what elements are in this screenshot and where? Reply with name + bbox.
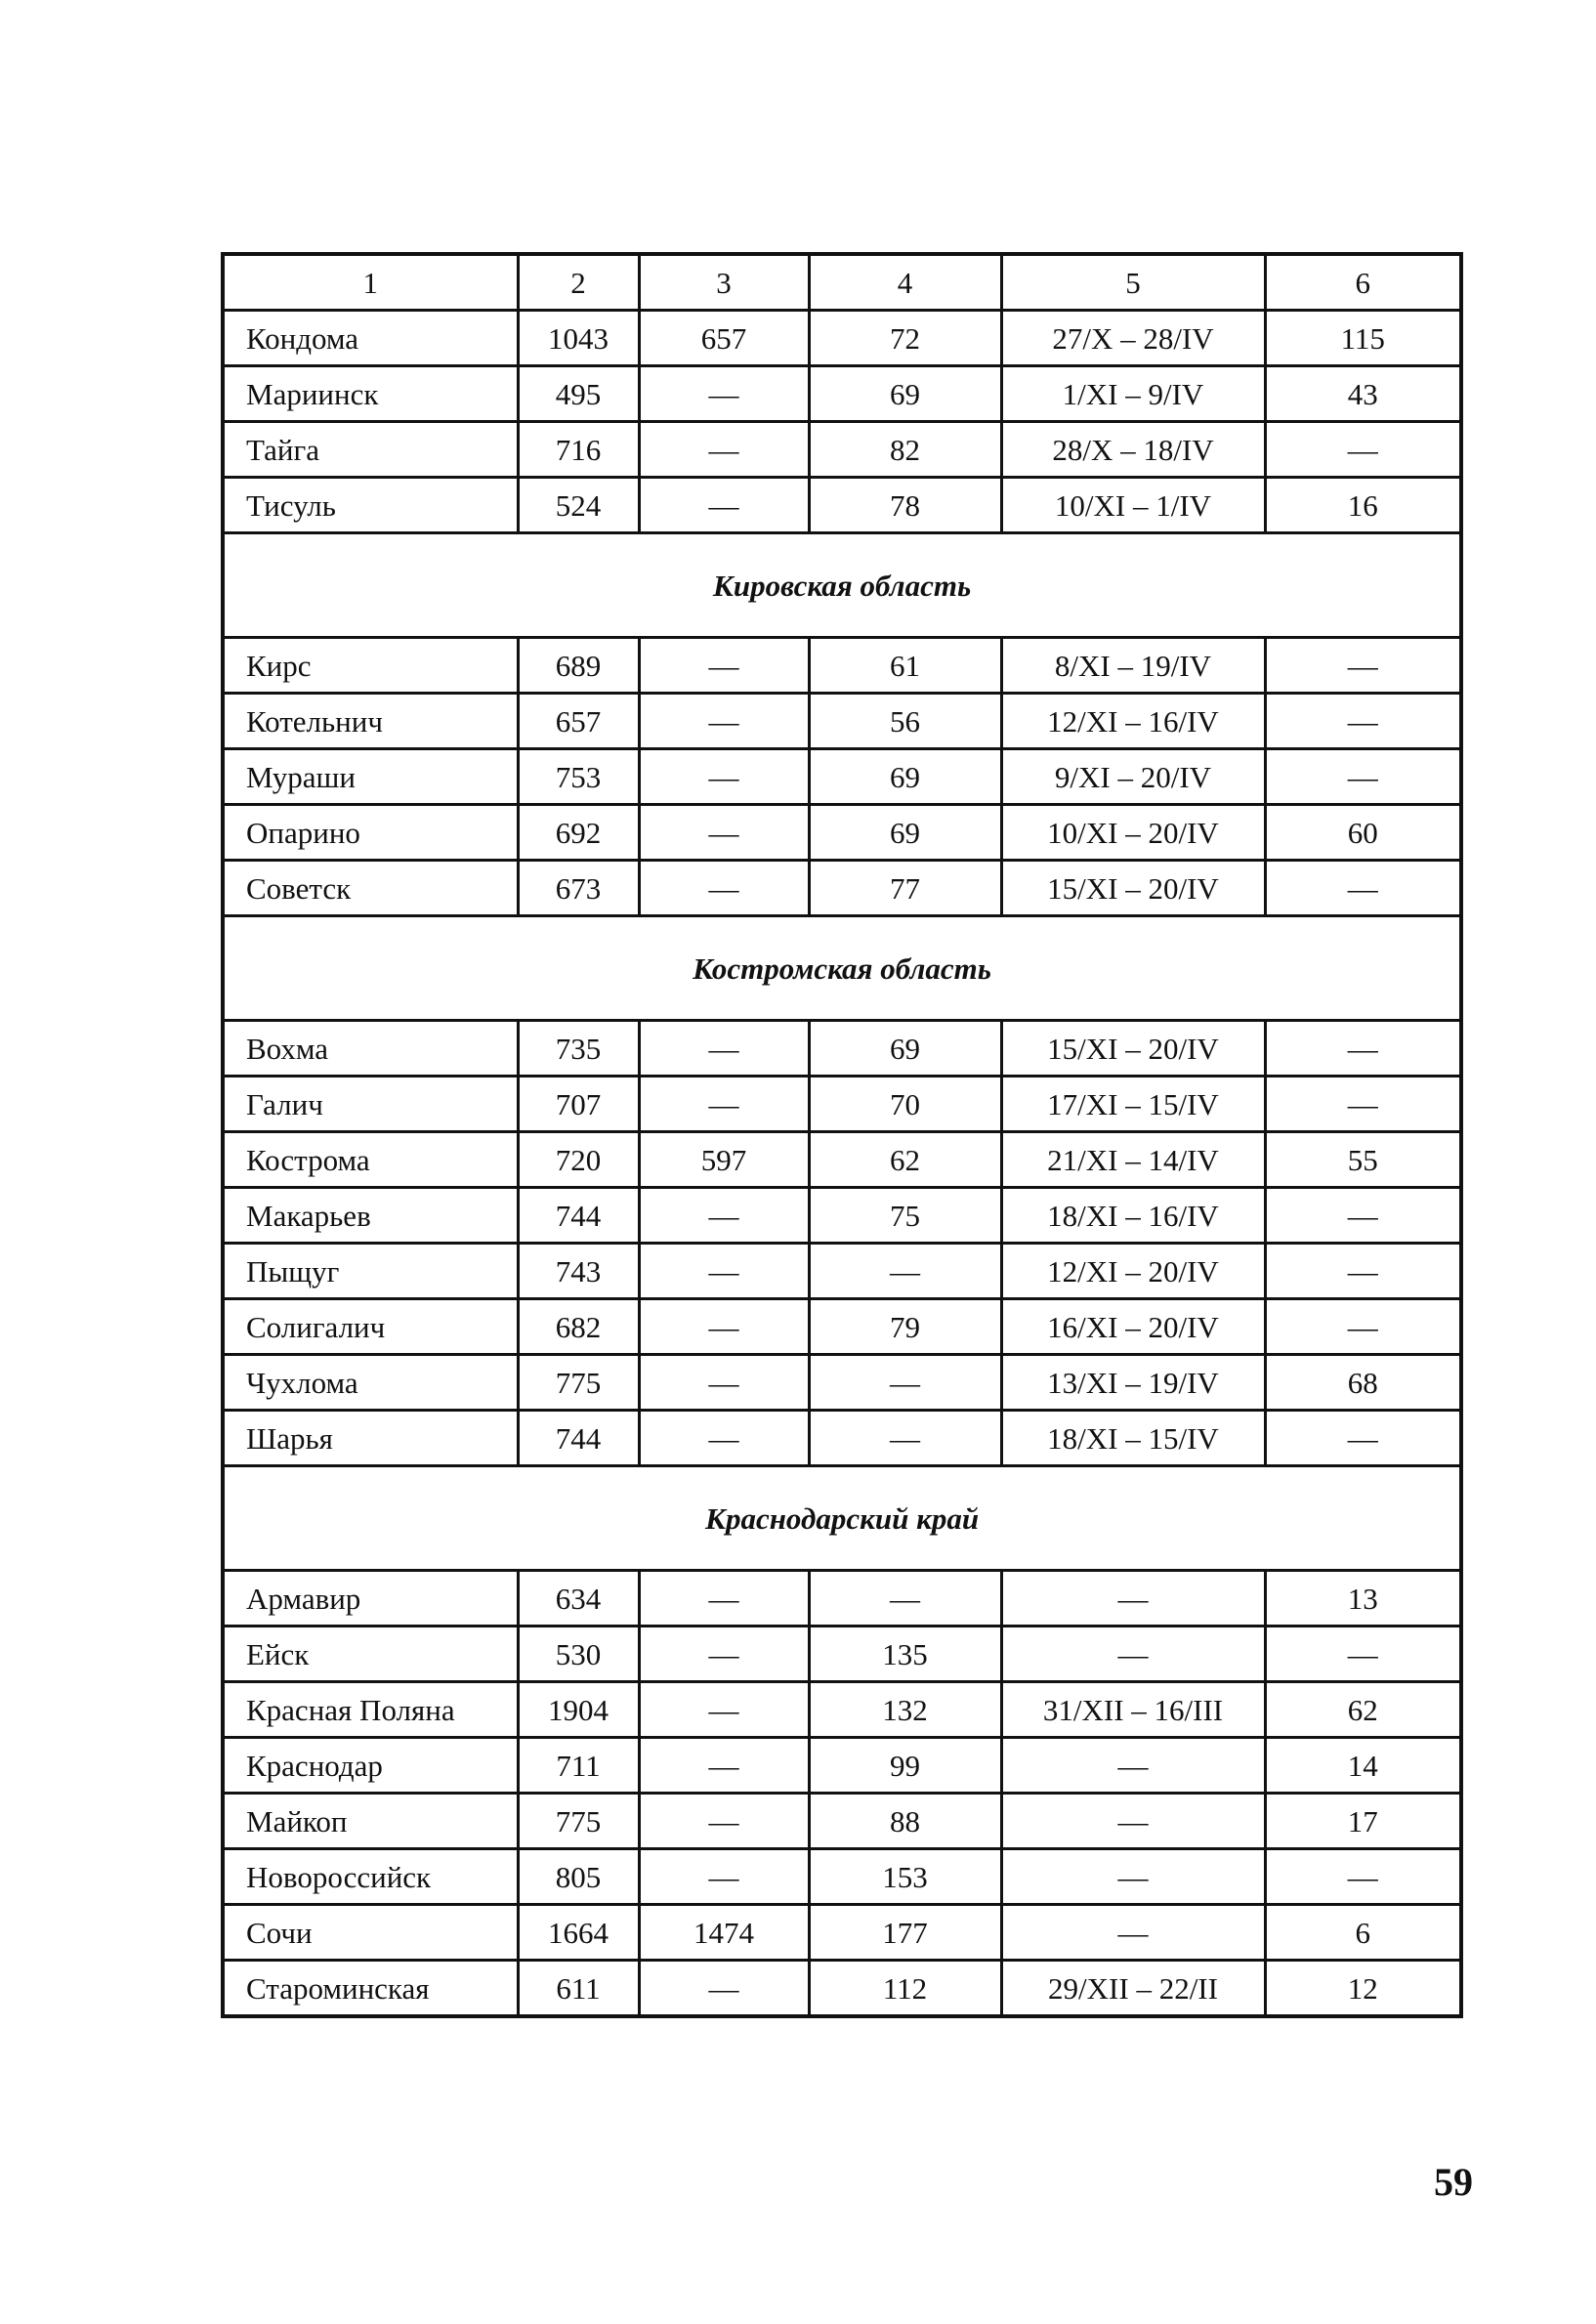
value-cell: — xyxy=(1001,1627,1265,1682)
value-cell: 744 xyxy=(518,1188,639,1244)
section-heading-row xyxy=(223,916,1461,1021)
value-cell: 611 xyxy=(518,1961,639,2017)
value-cell: 77 xyxy=(809,861,1001,916)
value-cell: 70 xyxy=(809,1077,1001,1132)
table-row xyxy=(223,1738,1461,1794)
section-title: Кировская область xyxy=(223,533,1461,638)
value-cell: 530 xyxy=(518,1627,639,1682)
value-cell: 72 xyxy=(809,311,1001,366)
header-row xyxy=(223,254,1461,311)
table-row xyxy=(223,861,1461,916)
value-cell: 10/XI – 1/IV xyxy=(1001,478,1265,533)
value-cell: 61 xyxy=(809,638,1001,694)
value-cell: 1664 xyxy=(518,1905,639,1961)
value-cell: — xyxy=(1265,638,1461,694)
value-cell: 12 xyxy=(1265,1961,1461,2017)
value-cell: 17/XI – 15/IV xyxy=(1001,1077,1265,1132)
value-cell: — xyxy=(1265,861,1461,916)
value-cell: 62 xyxy=(809,1132,1001,1188)
table-row xyxy=(223,1132,1461,1188)
table-row xyxy=(223,1188,1461,1244)
table-row xyxy=(223,311,1461,366)
value-cell: 132 xyxy=(809,1682,1001,1738)
value-cell: 6 xyxy=(1265,1905,1461,1961)
table-row xyxy=(223,1905,1461,1961)
value-cell: 15/XI – 20/IV xyxy=(1001,1021,1265,1077)
value-cell: 18/XI – 16/IV xyxy=(1001,1188,1265,1244)
table-row xyxy=(223,1627,1461,1682)
table-row xyxy=(223,805,1461,861)
value-cell: — xyxy=(1001,1738,1265,1794)
value-cell: — xyxy=(1265,1299,1461,1355)
value-cell: 13/XI – 19/IV xyxy=(1001,1355,1265,1411)
value-cell: 56 xyxy=(809,694,1001,749)
value-cell: — xyxy=(639,478,809,533)
table-row xyxy=(223,1077,1461,1132)
value-cell: 682 xyxy=(518,1299,639,1355)
value-cell: 805 xyxy=(518,1849,639,1905)
value-cell: 69 xyxy=(809,805,1001,861)
value-cell: 657 xyxy=(518,694,639,749)
station-name-cell: Новороссийск xyxy=(223,1849,518,1905)
value-cell: 112 xyxy=(809,1961,1001,2017)
value-cell: 68 xyxy=(1265,1355,1461,1411)
value-cell: 1/XI – 9/IV xyxy=(1001,366,1265,422)
table-body xyxy=(223,254,1461,2016)
table-row xyxy=(223,694,1461,749)
station-name-cell: Тайга xyxy=(223,422,518,478)
table-row xyxy=(223,1961,1461,2017)
value-cell: 79 xyxy=(809,1299,1001,1355)
value-cell: 634 xyxy=(518,1571,639,1627)
value-cell: — xyxy=(1265,1244,1461,1299)
value-cell: 495 xyxy=(518,366,639,422)
station-name-cell: Тисуль xyxy=(223,478,518,533)
value-cell: 775 xyxy=(518,1355,639,1411)
table-row xyxy=(223,366,1461,422)
station-name-cell: Вохма xyxy=(223,1021,518,1077)
value-cell: 31/XII – 16/III xyxy=(1001,1682,1265,1738)
column-header: 6 xyxy=(1265,254,1461,311)
value-cell: — xyxy=(1265,422,1461,478)
station-name-cell: Кондома xyxy=(223,311,518,366)
value-cell: 16/XI – 20/IV xyxy=(1001,1299,1265,1355)
value-cell: 1043 xyxy=(518,311,639,366)
value-cell: — xyxy=(639,1244,809,1299)
value-cell: 1474 xyxy=(639,1905,809,1961)
value-cell: — xyxy=(639,861,809,916)
climate-data-table xyxy=(221,252,1463,2018)
value-cell: — xyxy=(639,1627,809,1682)
table-row xyxy=(223,1021,1461,1077)
value-cell: — xyxy=(639,1794,809,1849)
station-name-cell: Красная Поляна xyxy=(223,1682,518,1738)
station-name-cell: Чухлома xyxy=(223,1355,518,1411)
station-name-cell: Сочи xyxy=(223,1905,518,1961)
table-row xyxy=(223,1571,1461,1627)
value-cell: 689 xyxy=(518,638,639,694)
value-cell: — xyxy=(1265,749,1461,805)
value-cell: 21/XI – 14/IV xyxy=(1001,1132,1265,1188)
value-cell: — xyxy=(1265,1411,1461,1466)
value-cell: — xyxy=(1265,1627,1461,1682)
value-cell: — xyxy=(639,366,809,422)
value-cell: 743 xyxy=(518,1244,639,1299)
value-cell: 720 xyxy=(518,1132,639,1188)
station-name-cell: Кострома xyxy=(223,1132,518,1188)
value-cell: — xyxy=(639,1571,809,1627)
value-cell: — xyxy=(639,1021,809,1077)
value-cell: 12/XI – 16/IV xyxy=(1001,694,1265,749)
value-cell: 14 xyxy=(1265,1738,1461,1794)
value-cell: 55 xyxy=(1265,1132,1461,1188)
value-cell: — xyxy=(1265,1849,1461,1905)
value-cell: 60 xyxy=(1265,805,1461,861)
value-cell: — xyxy=(639,1411,809,1466)
value-cell: 75 xyxy=(809,1188,1001,1244)
station-name-cell: Макарьев xyxy=(223,1188,518,1244)
value-cell: — xyxy=(809,1571,1001,1627)
page-number: 59 xyxy=(1434,2160,1473,2204)
table-row xyxy=(223,422,1461,478)
value-cell: 15/XI – 20/IV xyxy=(1001,861,1265,916)
value-cell: 12/XI – 20/IV xyxy=(1001,1244,1265,1299)
table-row xyxy=(223,1849,1461,1905)
value-cell: 29/XII – 22/II xyxy=(1001,1961,1265,2017)
station-name-cell: Опарино xyxy=(223,805,518,861)
value-cell: — xyxy=(1265,1021,1461,1077)
value-cell: 43 xyxy=(1265,366,1461,422)
table-row xyxy=(223,1682,1461,1738)
column-header: 1 xyxy=(223,254,518,311)
value-cell: — xyxy=(809,1244,1001,1299)
value-cell: — xyxy=(639,638,809,694)
value-cell: 673 xyxy=(518,861,639,916)
value-cell: 69 xyxy=(809,366,1001,422)
section-title: Краснодарский край xyxy=(223,1466,1461,1571)
value-cell: — xyxy=(1265,694,1461,749)
column-header: 2 xyxy=(518,254,639,311)
column-header: 3 xyxy=(639,254,809,311)
value-cell: 657 xyxy=(639,311,809,366)
value-cell: 16 xyxy=(1265,478,1461,533)
table-row xyxy=(223,1355,1461,1411)
value-cell: — xyxy=(639,1961,809,2017)
station-name-cell: Ейск xyxy=(223,1627,518,1682)
value-cell: — xyxy=(1265,1077,1461,1132)
value-cell: — xyxy=(809,1411,1001,1466)
value-cell: 735 xyxy=(518,1021,639,1077)
station-name-cell: Галич xyxy=(223,1077,518,1132)
station-name-cell: Котельнич xyxy=(223,694,518,749)
value-cell: 10/XI – 20/IV xyxy=(1001,805,1265,861)
section-title: Костромская область xyxy=(223,916,1461,1021)
value-cell: — xyxy=(639,1188,809,1244)
value-cell: 13 xyxy=(1265,1571,1461,1627)
station-name-cell: Армавир xyxy=(223,1571,518,1627)
table-row xyxy=(223,1794,1461,1849)
value-cell: — xyxy=(639,1738,809,1794)
value-cell: 9/XI – 20/IV xyxy=(1001,749,1265,805)
value-cell: — xyxy=(639,1849,809,1905)
table-row xyxy=(223,1299,1461,1355)
table-row xyxy=(223,1244,1461,1299)
value-cell: 753 xyxy=(518,749,639,805)
value-cell: — xyxy=(809,1355,1001,1411)
value-cell: — xyxy=(639,805,809,861)
value-cell: 153 xyxy=(809,1849,1001,1905)
value-cell: 775 xyxy=(518,1794,639,1849)
station-name-cell: Пыщуг xyxy=(223,1244,518,1299)
value-cell: — xyxy=(639,422,809,478)
value-cell: 69 xyxy=(809,749,1001,805)
value-cell: 716 xyxy=(518,422,639,478)
table-row xyxy=(223,749,1461,805)
station-name-cell: Солигалич xyxy=(223,1299,518,1355)
column-header: 4 xyxy=(809,254,1001,311)
value-cell: 28/X – 18/IV xyxy=(1001,422,1265,478)
section-heading-row xyxy=(223,533,1461,638)
station-name-cell: Староминская xyxy=(223,1961,518,2017)
value-cell: — xyxy=(1001,1571,1265,1627)
value-cell: 18/XI – 15/IV xyxy=(1001,1411,1265,1466)
value-cell: 17 xyxy=(1265,1794,1461,1849)
value-cell: 135 xyxy=(809,1627,1001,1682)
table-row xyxy=(223,1411,1461,1466)
value-cell: 1904 xyxy=(518,1682,639,1738)
value-cell: 597 xyxy=(639,1132,809,1188)
value-cell: — xyxy=(1001,1794,1265,1849)
value-cell: — xyxy=(639,1299,809,1355)
section-heading-row xyxy=(223,1466,1461,1571)
value-cell: 744 xyxy=(518,1411,639,1466)
value-cell: 524 xyxy=(518,478,639,533)
station-name-cell: Советск xyxy=(223,861,518,916)
value-cell: 692 xyxy=(518,805,639,861)
station-name-cell: Майкоп xyxy=(223,1794,518,1849)
station-name-cell: Шарья xyxy=(223,1411,518,1466)
station-name-cell: Краснодар xyxy=(223,1738,518,1794)
column-header: 5 xyxy=(1001,254,1265,311)
value-cell: 707 xyxy=(518,1077,639,1132)
value-cell: 88 xyxy=(809,1794,1001,1849)
value-cell: 27/X – 28/IV xyxy=(1001,311,1265,366)
value-cell: 711 xyxy=(518,1738,639,1794)
table-row xyxy=(223,478,1461,533)
station-name-cell: Мариинск xyxy=(223,366,518,422)
value-cell: — xyxy=(639,694,809,749)
value-cell: 78 xyxy=(809,478,1001,533)
value-cell: — xyxy=(639,1682,809,1738)
value-cell: — xyxy=(639,1355,809,1411)
value-cell: — xyxy=(1001,1905,1265,1961)
station-name-cell: Кирс xyxy=(223,638,518,694)
table-row xyxy=(223,638,1461,694)
value-cell: 115 xyxy=(1265,311,1461,366)
value-cell: 82 xyxy=(809,422,1001,478)
value-cell: — xyxy=(639,1077,809,1132)
value-cell: — xyxy=(1265,1188,1461,1244)
value-cell: 62 xyxy=(1265,1682,1461,1738)
value-cell: 8/XI – 19/IV xyxy=(1001,638,1265,694)
value-cell: 69 xyxy=(809,1021,1001,1077)
station-name-cell: Мураши xyxy=(223,749,518,805)
value-cell: — xyxy=(1001,1849,1265,1905)
value-cell: 177 xyxy=(809,1905,1001,1961)
value-cell: — xyxy=(639,749,809,805)
value-cell: 99 xyxy=(809,1738,1001,1794)
